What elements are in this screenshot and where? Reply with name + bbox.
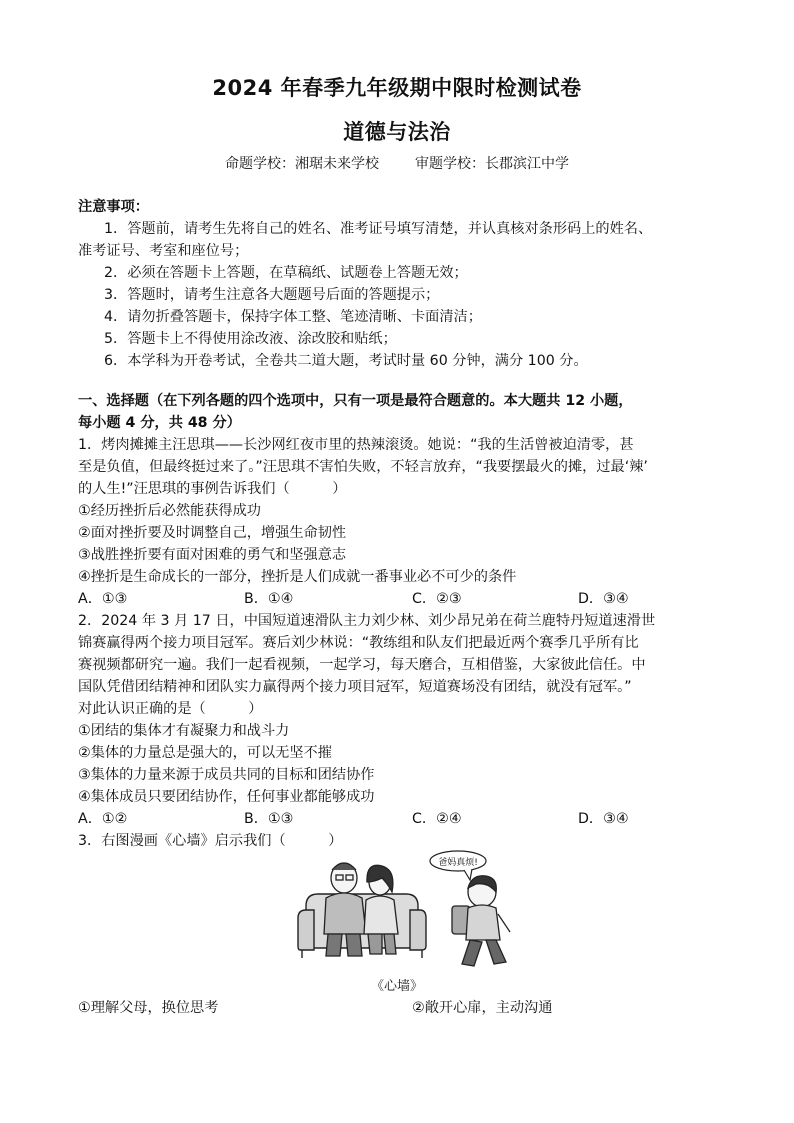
cartoon-illustration	[296, 848, 530, 972]
boy-figure	[452, 876, 510, 966]
setter-school: 命题学校：湘琚未来学校	[225, 156, 379, 172]
notice-item: 6．本学科为开卷考试，全卷共二道大题，考试时量 60 分钟，满分 100 分。	[104, 353, 588, 369]
notice-item: 3．答题时，请考生注意各大题题号后面的答题提示；	[104, 287, 440, 303]
q1-statement: ②面对挫折要及时调整自己，增强生命韧性	[78, 525, 347, 541]
subject-title: 道德与法治	[343, 120, 451, 144]
section-heading: 一、选择题（在下列各题的四个选项中，只有一项是最符合题意的。本大题共 12 小题，	[78, 393, 633, 409]
notice-heading: 注意事项：	[78, 199, 149, 215]
notice-item: 4．请勿折叠答题卡，保持字体工整、笔迹清晰、卡面清洁；	[104, 309, 482, 325]
notice-item: 1．答题前，请考生先将自己的姓名、准考证号填写清楚，并认真核对条形码上的姓名、	[104, 221, 653, 237]
q1-stem: 1．烤肉摊摊主汪思琪——长沙网红夜市里的热辣滚烫。她说：“我的生活曾被迫清零，甚	[78, 437, 634, 453]
section-heading-cont: 每小题 4 分，共 48 分）	[78, 415, 241, 431]
q2-option-c: C．②④	[412, 811, 462, 827]
q3-statement: ①理解父母，换位思考	[78, 1000, 219, 1016]
q2-statement: ①团结的集体才有凝聚力和战斗力	[78, 723, 290, 739]
exam-meta	[0, 153, 794, 173]
reviewer-school: 审题学校：长郡滨江中学	[415, 156, 569, 172]
q2-option-d: D．③④	[578, 811, 629, 827]
q2-option-a: A．①②	[78, 811, 128, 827]
q1-stem: 至是负值，但最终挺过来了。”汪思琪不害怕失败，不轻言放弃，“我要摆最火的摊，过最‘辣’	[78, 459, 648, 475]
q2-statement: ②集体的力量总是强大的，可以无坚不摧	[78, 745, 332, 761]
q2-stem: 锦赛赢得两个接力项目冠军。赛后刘少林说：“教练组和队友们把最近两个赛季几乎所有比	[78, 635, 639, 651]
notice-item: 2．必须在答题卡上答题，在草稿纸、试题卷上答题无效；	[104, 265, 468, 281]
q1-option-a: A．①③	[78, 591, 128, 607]
q2-stem: 2．2024 年 3 月 17 日，中国短道速滑队主力刘少林、刘少昂兄弟在荷兰鹿特丹短道速滑世	[78, 613, 656, 629]
mother-figure	[364, 865, 398, 954]
speech-bubble-text: 爸妈真烦!	[438, 858, 478, 868]
exam-title: 2024 年春季九年级期中限时检测试卷	[212, 76, 582, 100]
cartoon-caption: 《心墙》	[370, 979, 423, 994]
notice-item: 5．答题卡上不得使用涂改液、涂改胶和贴纸；	[104, 331, 397, 347]
notice-item: 准考证号、考室和座位号；	[78, 243, 249, 259]
q3-stem: 3．右图漫画《心墙》启示我们（ ）	[78, 833, 343, 849]
q2-statement: ③集体的力量来源于成员共同的目标和团结协作	[78, 767, 375, 783]
q1-option-c: C．②③	[412, 591, 462, 607]
q1-statement: ④挫折是生命成长的一部分，挫折是人们成就一番事业必不可少的条件	[78, 569, 517, 585]
q2-stem: 国队凭借团结精神和团队实力赢得两个接力项目冠军，短道赛场没有团结，就没有冠军。”	[78, 679, 632, 695]
q2-stem: 对此认识正确的是（ ）	[78, 701, 263, 717]
q2-statement: ④集体成员只要团结协作，任何事业都能够成功	[78, 789, 375, 805]
q2-option-b: B．①③	[244, 811, 294, 827]
q2-stem: 赛视频都研究一遍。我们一起看视频，一起学习，每天磨合，互相借鉴，大家彼此信任。中	[78, 657, 646, 673]
q1-option-d: D．③④	[578, 591, 629, 607]
q3-statement: ②敞开心扉，主动沟通	[412, 1000, 553, 1016]
q1-option-b: B．①④	[244, 591, 294, 607]
q1-stem: 的人生!”汪思琪的事例告诉我们（ ）	[78, 481, 347, 497]
q1-statement: ③战胜挫折要有面对困难的勇气和坚强意志	[78, 547, 347, 563]
q1-statement: ①经历挫折后必然能获得成功	[78, 503, 261, 519]
